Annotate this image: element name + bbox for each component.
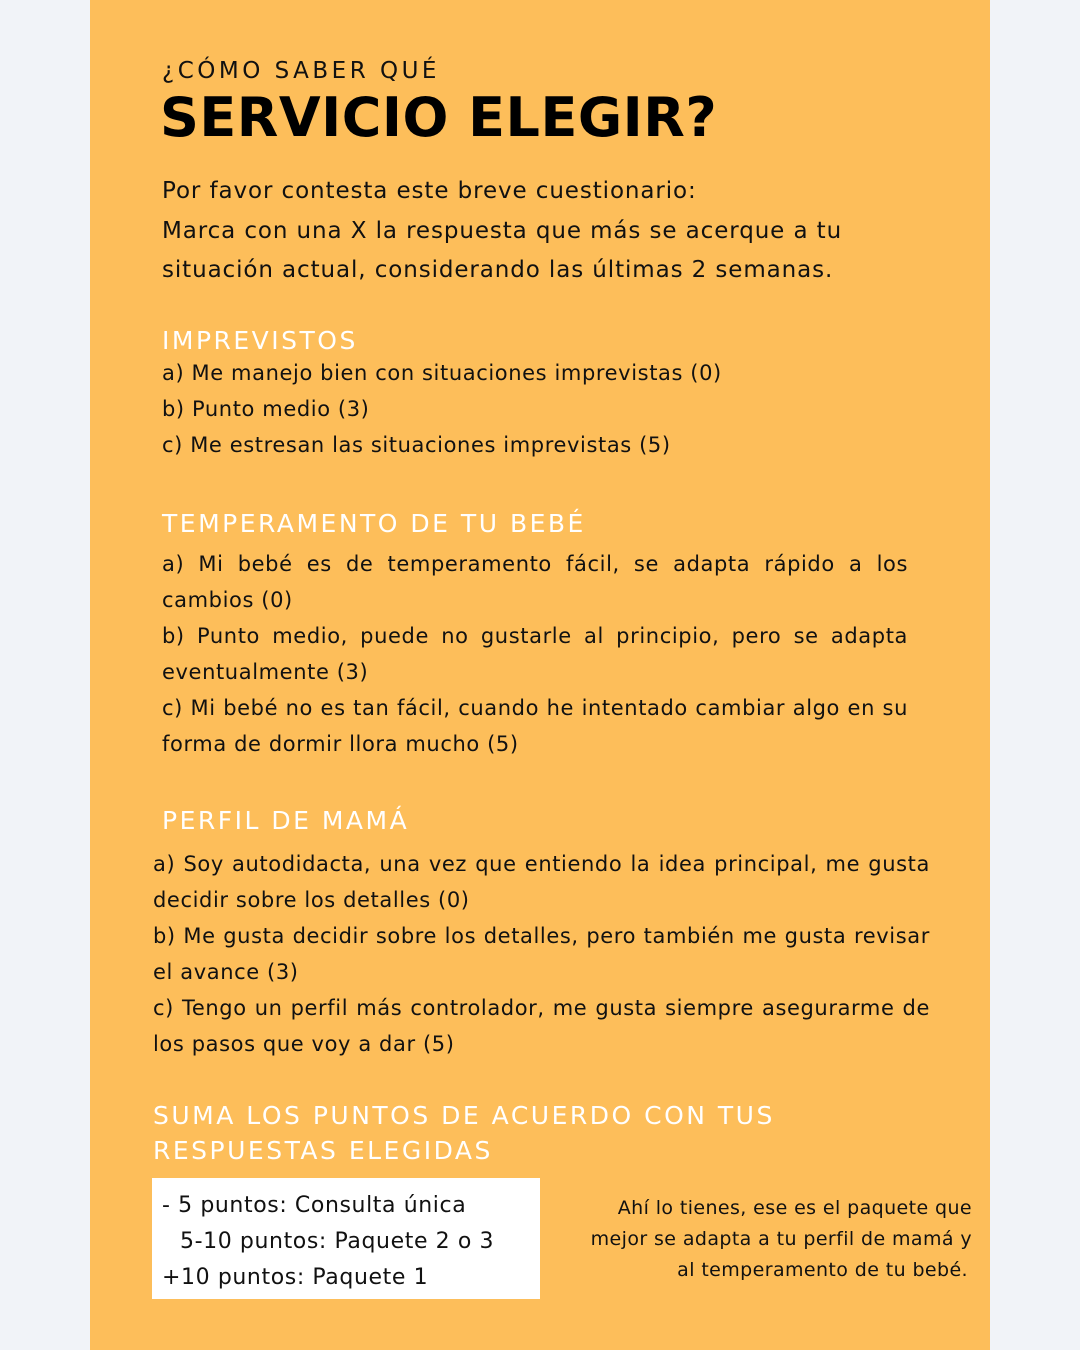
option-item: a) Mi bebé es de temperamento fácil, se adapta rápido a los cambios (0) [162,552,908,612]
options-imprevistos [162,355,922,463]
closing-line: Ahí lo tienes, ese es el paquete que [617,1197,972,1219]
option-item: b) Me gusta decidir sobre los detalles, pero también me gusta revisar el avance (3) [153,924,930,984]
closing-note [550,1193,972,1286]
scoring-heading-line: RESPUESTAS ELEGIDAS [153,1136,493,1165]
closing-line: al temperamento de tu bebé. [677,1259,968,1281]
score-range-item: - 5 puntos: Consulta única [162,1193,467,1218]
option-item: c) Tengo un perfil más controlador, me gusta siempre asegurarme de los pasos que voy a dar (5) [153,996,930,1056]
option-item: a) Soy autodidacta, una vez que entiendo la idea principal, me gusta decidir sobre los detalles (0) [153,852,930,912]
score-range-item: +10 puntos: Paquete 1 [162,1265,429,1290]
section-heading-perfil: PERFIL DE MAMÁ [162,806,410,835]
page-title: SERVICIO ELEGIR? [160,86,718,149]
intro-line: situación actual, considerando las últimas 2 semanas. [162,257,834,283]
score-range-item: 5-10 puntos: Paquete 2 o 3 [180,1229,495,1254]
scoring-heading [153,1098,775,1168]
intro-line: Marca con una X la respuesta que más se acerque a tu [162,217,843,244]
options-perfil [153,846,930,1062]
section-heading-temperamento: TEMPERAMENTO DE TU BEBÉ [162,509,586,538]
kicker-text: ¿CÓMO SABER QUÉ [162,58,440,84]
option-item: c) Mi bebé no es tan fácil, cuando he intentado cambiar algo en su forma de dormir llora mucho (5) [162,696,908,756]
option-item: c) Me estresan las situaciones imprevistas (5) [162,433,671,457]
options-temperamento [162,546,908,762]
questionnaire-card [90,0,990,1350]
option-item: b) Punto medio, puede no gustarle al principio, pero se adapta eventualmente (3) [162,624,908,684]
intro-paragraph [162,172,922,291]
scoring-heading-line: SUMA LOS PUNTOS DE ACUERDO CON TUS [153,1101,775,1130]
intro-line: Por favor contesta este breve cuestionario: [162,178,697,204]
option-item: a) Me manejo bien con situaciones imprevistas (0) [162,361,722,385]
closing-line: mejor se adapta a tu perfil de mamá y [590,1228,972,1250]
section-heading-imprevistos: IMPREVISTOS [162,326,358,355]
score-ranges-box [152,1178,540,1299]
option-item: b) Punto medio (3) [162,397,370,421]
